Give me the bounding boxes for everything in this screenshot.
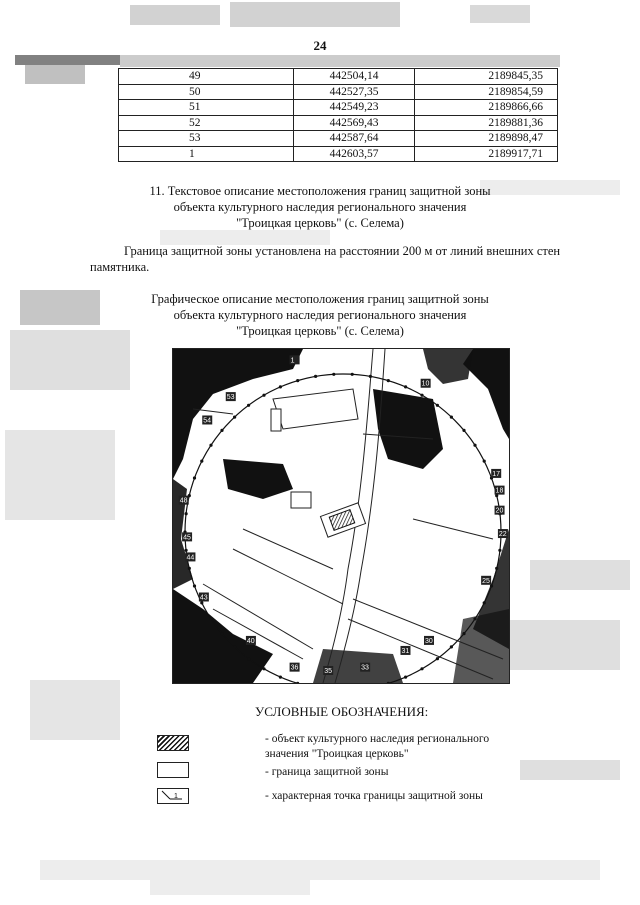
table-cell-x: 442527,35	[294, 84, 415, 100]
map-point-label: 33	[361, 664, 369, 672]
table-row	[119, 84, 558, 100]
boundary-point-marker	[420, 667, 423, 670]
table-row	[119, 100, 558, 116]
boundary-point-marker	[220, 632, 223, 635]
boundary-point-marker	[450, 416, 453, 419]
map-point-label: 25	[482, 577, 490, 585]
legend-zone-text: - граница защитной зоны	[265, 766, 389, 778]
boundary-point-marker	[193, 584, 196, 587]
boundary-point-marker	[296, 379, 299, 382]
boundary-point-marker	[209, 444, 212, 447]
boundary-point-marker	[420, 394, 423, 397]
map-point-label: 18	[495, 487, 504, 495]
legend-heritage-line2: значения "Троицкая церковь"	[265, 748, 409, 760]
table-cell-y: 2189917,71	[415, 146, 558, 162]
heading-line: Графическое описание местоположения границ защитной зоны	[151, 292, 489, 306]
legend-point-text: - характерная точка границы защитной зоны	[265, 790, 483, 802]
boundary-point-marker	[209, 617, 212, 620]
boundary-point-marker	[404, 676, 407, 679]
boundary-point-marker	[220, 429, 223, 432]
map-point-label: 22	[498, 531, 507, 539]
boundary-point-marker	[436, 404, 439, 407]
map-image	[173, 349, 509, 683]
boundary-point-marker	[188, 567, 191, 570]
graphic-description-heading	[0, 291, 640, 339]
page-number: 24	[313, 38, 327, 53]
map-point-label: 54	[203, 417, 212, 425]
boundary-point-marker	[193, 476, 196, 479]
legend-title: УСЛОВНЫЕ ОБОЗНАЧЕНИЯ:	[255, 704, 429, 719]
boundary-point-marker	[262, 667, 265, 670]
boundary-point-marker	[436, 657, 439, 660]
legend-heritage-text	[265, 732, 489, 762]
legend-point-symbol	[157, 788, 189, 804]
map-point-label: 20	[495, 507, 504, 515]
boundary-point-marker	[490, 584, 493, 587]
map-point-label: 45	[183, 534, 191, 542]
heading-line: "Троицкая церковь" (с. Селема)	[236, 324, 404, 338]
table-cell-point: 51	[119, 100, 294, 116]
table-cell-y: 2189881,36	[415, 115, 558, 131]
protection-zone-map	[172, 348, 510, 684]
table-row	[119, 131, 558, 147]
boundary-point-marker	[185, 512, 188, 515]
boundary-point-marker	[314, 375, 317, 378]
boundary-point-marker	[247, 657, 250, 660]
boundary-point-marker	[351, 373, 354, 376]
heading-line: 11. Текстовое описание местоположения границ защитной зоны	[149, 184, 491, 198]
map-point-label: 35	[324, 667, 332, 675]
table-cell-point: 52	[119, 115, 294, 131]
table-cell-y: 2189866,66	[415, 100, 558, 116]
heading-line: объекта культурного наследия регионального значения	[173, 308, 467, 322]
boundary-point-label: 1	[174, 793, 178, 800]
table-cell-y: 2189854,59	[415, 84, 558, 100]
boundary-point-marker	[495, 567, 498, 570]
table-cell-x: 442587,64	[294, 131, 415, 147]
table-row	[119, 146, 558, 162]
table-cell-y: 2189898,47	[415, 131, 558, 147]
map-point-label: 48	[179, 497, 188, 505]
legend-zone-symbol	[157, 762, 189, 778]
legend-heritage-symbol	[157, 735, 189, 751]
boundary-point-marker	[233, 645, 236, 648]
boundary-point-marker	[369, 375, 372, 378]
heading-line: объекта культурного наследия регионального значения	[173, 200, 467, 214]
boundary-paragraph: Граница защитной зоны установлена на расстоянии 200 м от линий внешних стен памятника.	[90, 244, 561, 274]
boundary-point-marker	[279, 385, 282, 388]
map-point-label: 10	[421, 380, 430, 388]
table-cell-x: 442603,57	[294, 146, 415, 162]
table-cell-point: 53	[119, 131, 294, 147]
heading-line: "Троицкая церковь" (с. Селема)	[236, 216, 404, 230]
map-point-label: 44	[186, 554, 195, 562]
table-row	[119, 69, 558, 85]
boundary-point-marker	[450, 645, 453, 648]
boundary-point-marker	[332, 373, 335, 376]
boundary-point-marker	[462, 429, 465, 432]
boundary-point-marker	[233, 416, 236, 419]
boundary-point-marker	[200, 601, 203, 604]
boundary-point-marker	[462, 632, 465, 635]
map-point-label: 53	[226, 394, 235, 402]
table-cell-point: 1	[119, 146, 294, 162]
boundary-point-icon	[158, 789, 188, 803]
boundary-point-marker	[404, 385, 407, 388]
boundary-point-marker	[483, 601, 486, 604]
legend-heritage-line1: - объект культурного наследия регионального	[265, 733, 490, 745]
boundary-point-marker	[200, 460, 203, 463]
map-point-label: 43	[199, 594, 208, 602]
map-point-label: 36	[290, 664, 299, 672]
boundary-point-marker	[387, 379, 390, 382]
boundary-point-marker	[247, 404, 250, 407]
boundary-point-marker	[296, 682, 299, 683]
boundary-point-marker	[473, 617, 476, 620]
table-cell-point: 49	[119, 69, 294, 85]
table-cell-y: 2189845,35	[415, 69, 558, 85]
table-cell-x: 442549,23	[294, 100, 415, 116]
map-point-label: 17	[492, 470, 500, 478]
map-point-label: 31	[401, 647, 410, 655]
coordinates-table	[118, 68, 558, 162]
boundary-point-marker	[498, 549, 501, 552]
boundary-point-marker	[483, 460, 486, 463]
table-cell-point: 50	[119, 84, 294, 100]
table-cell-x: 442569,43	[294, 115, 415, 131]
map-point-label: 1	[290, 357, 295, 365]
map-point-label: 40	[246, 637, 255, 645]
table-cell-x: 442504,14	[294, 69, 415, 85]
table-row	[119, 115, 558, 131]
boundary-point-marker	[185, 549, 188, 552]
boundary-point-marker	[262, 394, 265, 397]
text-description-heading	[0, 183, 640, 231]
boundary-point-marker	[279, 676, 282, 679]
boundary-point-marker	[473, 444, 476, 447]
map-point-label: 30	[425, 637, 433, 645]
